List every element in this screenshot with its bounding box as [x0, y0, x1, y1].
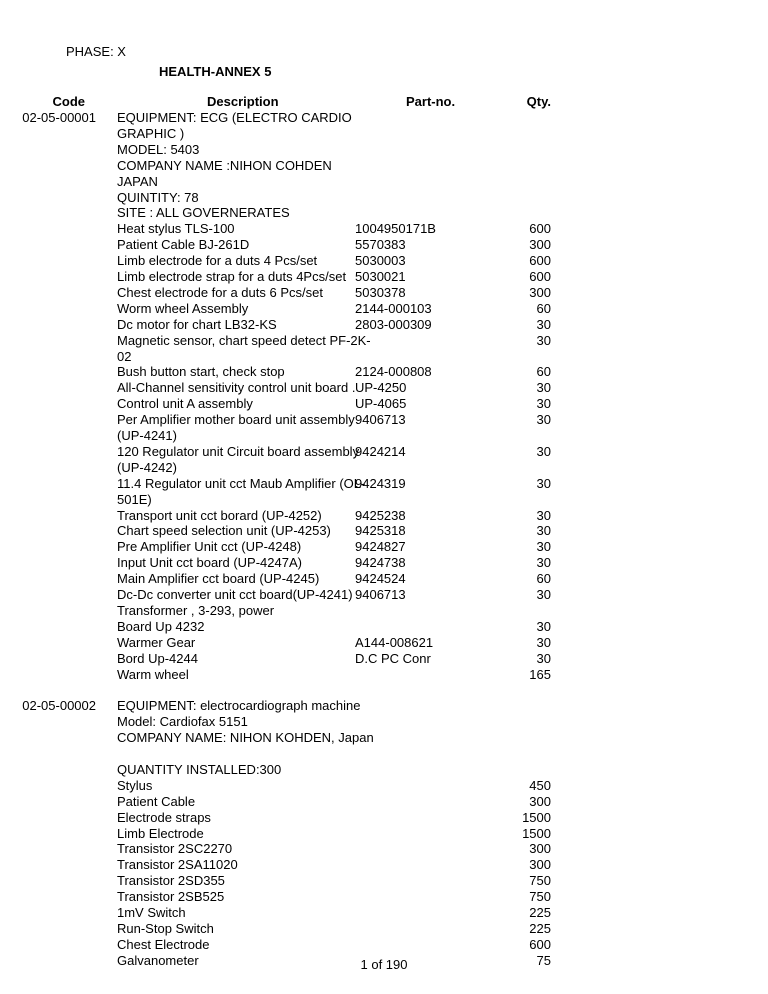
phase-label: PHASE: X [66, 44, 126, 59]
row-description: Pre Amplifier Unit cct (UP-4248) [117, 539, 302, 554]
row-description: Stylus [117, 778, 153, 793]
row-description: 501E) [117, 492, 152, 507]
row-part-no: 9406713 [355, 587, 406, 602]
row-description: SITE : ALL GOVERNERATES [117, 205, 290, 220]
row-part-no: 2803-000309 [355, 317, 432, 332]
row-part-no: 9425318 [355, 523, 406, 538]
row-description: Limb Electrode [117, 826, 204, 841]
column-header-part-no: Part-no. [406, 94, 456, 109]
row-description: Worm wheel Assembly [117, 301, 249, 316]
row-part-no: 5030378 [355, 285, 406, 300]
row-qty: 300 [529, 794, 551, 809]
row-part-no: 9424319 [355, 476, 406, 491]
row-description: EQUIPMENT: ECG (ELECTRO CARDIO [117, 110, 352, 125]
row-qty: 60 [536, 364, 551, 379]
row-part-no: 2144-000103 [355, 301, 432, 316]
row-description: 11.4 Regulator unit cct Maub Amplifier (OL- [117, 476, 366, 491]
page-number: 1 of 190 [360, 957, 408, 972]
row-qty: 750 [529, 873, 551, 888]
row-description: (UP-4241) [117, 428, 177, 443]
row-description: Main Amplifier cct board (UP-4245) [117, 571, 320, 586]
row-description: Transistor 2SD355 [117, 873, 225, 888]
row-description: COMPANY NAME :NIHON COHDEN [117, 158, 332, 173]
row-description: QUINTITY: 78 [117, 190, 199, 205]
row-description: Dc motor for chart LB32-KS [117, 317, 277, 332]
row-description: Model: Cardiofax 5151 [117, 714, 248, 729]
row-description: Transistor 2SB525 [117, 889, 225, 904]
row-part-no: 5030003 [355, 253, 406, 268]
row-qty: 1500 [522, 810, 551, 825]
column-header-code: Code [52, 94, 85, 109]
row-part-no: 9424827 [355, 539, 406, 554]
row-description: Per Amplifier mother board unit assembly [117, 412, 355, 427]
row-qty: 30 [536, 380, 551, 395]
row-qty: 30 [536, 619, 551, 634]
row-description: GRAPHIC ) [117, 126, 185, 141]
row-part-no: 9424738 [355, 555, 406, 570]
row-description: EQUIPMENT: electrocardiograph machine [117, 698, 361, 713]
row-description: Chest Electrode [117, 937, 210, 952]
row-part-no: 9425238 [355, 508, 406, 523]
row-description: JAPAN [117, 174, 158, 189]
row-qty: 450 [529, 778, 551, 793]
row-code: 02-05-00002 [22, 698, 96, 713]
row-part-no: D.C PC Conr [355, 651, 431, 666]
row-description: Chest electrode for a duts 6 Pcs/set [117, 285, 323, 300]
annex-title: HEALTH-ANNEX 5 [159, 64, 272, 79]
row-qty: 225 [529, 921, 551, 936]
row-description: Bord Up-4244 [117, 651, 198, 666]
row-qty: 30 [536, 635, 551, 650]
row-part-no: 9424214 [355, 444, 406, 459]
row-description: 120 Regulator unit Circuit board assembly [117, 444, 360, 459]
row-description: Transistor 2SA11020 [117, 857, 238, 872]
row-description: All-Channel sensitivity control unit board . [117, 380, 356, 395]
row-qty: 60 [536, 571, 551, 586]
row-description: Control unit A assembly [117, 396, 253, 411]
row-qty: 30 [536, 587, 551, 602]
row-description: Limb electrode for a duts 4 Pcs/set [117, 253, 318, 268]
row-code: 02-05-00001 [22, 110, 96, 125]
row-qty: 300 [529, 841, 551, 856]
row-description: MODEL: 5403 [117, 142, 200, 157]
row-qty: 300 [529, 857, 551, 872]
row-description: COMPANY NAME: NIHON KOHDEN, Japan [117, 730, 374, 745]
row-description: Dc-Dc converter unit cct board(UP-4241) [117, 587, 353, 602]
row-qty: 30 [536, 539, 551, 554]
row-qty: 30 [536, 333, 551, 348]
row-part-no: A144-008621 [355, 635, 434, 650]
row-qty: 30 [536, 317, 551, 332]
row-part-no: 5030021 [355, 269, 406, 284]
row-description: Galvanometer [117, 953, 199, 968]
row-part-no: 9406713 [355, 412, 406, 427]
row-description: Bush button start, check stop [117, 364, 285, 379]
row-description: Transistor 2SC2270 [117, 841, 233, 856]
column-header-qty: Qty. [526, 94, 551, 109]
row-qty: 30 [536, 555, 551, 570]
row-description: Electrode straps [117, 810, 211, 825]
row-part-no: 2124-000808 [355, 364, 432, 379]
row-part-no: 1004950171B [355, 221, 436, 236]
row-qty: 60 [536, 301, 551, 316]
row-qty: 30 [536, 444, 551, 459]
row-description: Patient Cable [117, 794, 196, 809]
row-qty: 600 [529, 937, 551, 952]
row-qty: 600 [529, 269, 551, 284]
row-qty: 600 [529, 221, 551, 236]
row-description: Input Unit cct board (UP-4247A) [117, 555, 302, 570]
row-qty: 30 [536, 396, 551, 411]
row-description: Magnetic sensor, chart speed detect PF-2K- [117, 333, 371, 348]
row-qty: 1500 [522, 826, 551, 841]
row-qty: 600 [529, 253, 551, 268]
row-description: Heat stylus TLS-100 [117, 221, 235, 236]
row-qty: 300 [529, 285, 551, 300]
row-part-no: 5570383 [355, 237, 406, 252]
row-part-no: UP-4065 [355, 396, 407, 411]
row-description: Chart speed selection unit (UP-4253) [117, 523, 331, 538]
row-description: Warm wheel [117, 667, 189, 682]
column-header-description: Description [207, 94, 279, 109]
row-qty: 30 [536, 412, 551, 427]
row-qty: 30 [536, 651, 551, 666]
row-qty: 30 [536, 476, 551, 491]
row-description: QUANTITY INSTALLED:300 [117, 762, 282, 777]
row-description: 1mV Switch [117, 905, 186, 920]
row-qty: 165 [529, 667, 551, 682]
row-description: Patient Cable BJ-261D [117, 237, 250, 252]
row-description: Warmer Gear [117, 635, 196, 650]
row-qty: 75 [536, 953, 551, 968]
row-description: Run-Stop Switch [117, 921, 214, 936]
row-part-no: UP-4250 [355, 380, 407, 395]
row-description: 02 [117, 349, 132, 364]
row-description: Board Up 4232 [117, 619, 205, 634]
row-description: (UP-4242) [117, 460, 177, 475]
row-qty: 750 [529, 889, 551, 904]
row-description: Transport unit cct borard (UP-4252) [117, 508, 322, 523]
row-qty: 30 [536, 508, 551, 523]
row-qty: 30 [536, 523, 551, 538]
row-qty: 300 [529, 237, 551, 252]
row-qty: 225 [529, 905, 551, 920]
row-description: Transformer , 3-293, power [117, 603, 275, 618]
row-part-no: 9424524 [355, 571, 406, 586]
row-description: Limb electrode strap for a duts 4Pcs/set [117, 269, 347, 284]
